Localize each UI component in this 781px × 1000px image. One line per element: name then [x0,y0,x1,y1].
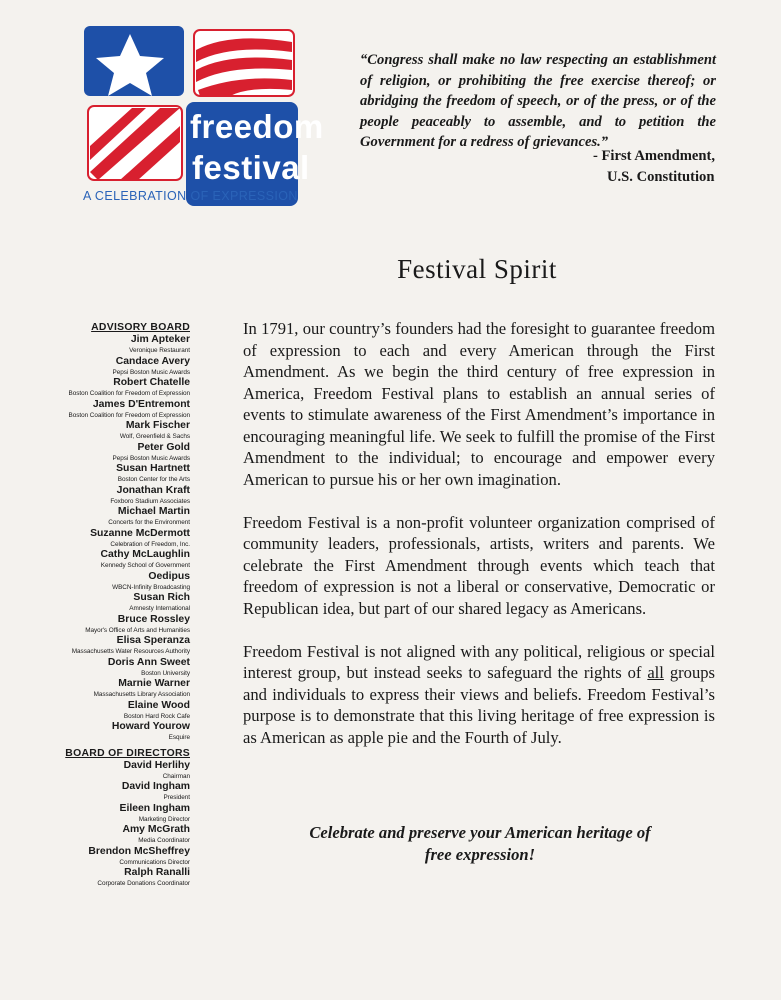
board-member-affiliation: Esquire [168,734,190,741]
board-member-name: Ralph Ranalli [124,867,190,878]
board-member-name: David Herlihy [123,759,190,771]
board-member-affiliation: Boston Coalition for Freedom of Expression [68,411,190,419]
board-member-affiliation: Wolf, Greenfield & Sachs [119,433,190,440]
board-member-affiliation: Massachusetts Library Association [93,691,190,698]
closing-line-2: free expression! [424,845,536,864]
body-paragraph-3 [243,641,715,749]
board-member-name: Suzanne McDermott [90,527,190,539]
board-member-affiliation: Veronique Restaurant [129,347,190,354]
board-member-name: Cathy McLaughlin [100,549,190,560]
page-title: Festival Spirit [397,254,557,284]
body-text [243,318,715,770]
board-member-name: Elisa Speranza [116,635,190,646]
advisory-board-header: ADVISORY BOARD [91,322,190,333]
board-member-name: Jim Apteker [130,334,190,345]
paragraph-3-text-a: Freedom Festival is not aligned with any political, religious or special interest group, but instead seeks to safeguard the rights of [243,641,715,682]
board-member-affiliation: President [163,794,190,801]
board-member-affiliation: Massachusetts Water Resources Authority [71,648,190,655]
board-member-affiliation: Pepsi Boston Music Awards [112,368,190,376]
board-member-name: David Ingham [121,781,190,792]
board-member-name: Bruce Rossley [117,613,190,625]
board-member-affiliation: Kennedy School of Government [100,562,190,569]
board-member-affiliation: Mayor's Office of Arts and Humanities [85,626,190,634]
board-member-name: Jonathan Kraft [116,484,190,496]
paragraph-3-underlined-all: all [647,663,664,682]
logo-word-festival: festival [192,149,310,186]
board-member-affiliation: WBCN-Infinity Broadcasting [112,583,190,591]
board-member-name: James D'Entremont [92,398,190,410]
advisory-board-list [20,334,190,743]
board-of-directors-header: BOARD OF DIRECTORS [65,747,190,759]
closing-line-1: Celebrate and preserve your American heritage of [309,823,651,842]
attribution-line-1: - First Amendment, [592,148,715,164]
board-member-affiliation: Foxboro Stadium Associates [110,497,190,505]
board-member-name: Doris Ann Sweet [107,656,190,668]
board-member-name: Elaine Wood [127,699,190,711]
board-member-name: Robert Chatelle [113,377,190,388]
board-member-name: Brendon McSheffrey [88,845,190,857]
board-member-affiliation: Pepsi Boston Music Awards [112,454,190,462]
board-member-affiliation: Corporate Donations Coordinator [97,880,190,887]
quote-attribution [593,146,715,187]
board-member-affiliation: Boston University [141,669,190,677]
board-member-affiliation: Communications Director [119,858,190,866]
board-member-affiliation: Chairman [162,772,190,780]
freedom-festival-logo [80,22,324,207]
body-paragraph-2: Freedom Festival is a non-profit volunteer organization comprised of community leaders, professionals, artists, writers and parents. We celebrate the First Amendment through events which teach that freedom of expression is not a liberal or conservative, Democratic or Republican idea, but part of our shared legacy as Americans. [243,512,715,618]
body-paragraph-1: In 1791, our country’s founders had the foresight to guarantee freedom of expression to each and every American through the First Amendment. As we begin the third century of free expression in America, Freedom Festival plans to establish an annual series of events to stimulate awareness of the First Amendment’s importance in encouraging meaningful life. We seek to fulfill the promise of the First Amendment to the individual; to encourage and empower every American to pursue his or her own imagination. [243,319,715,489]
board-member-affiliation: Media Coordinator [138,837,190,844]
first-amendment-quote: “Congress shall make no law respecting an establishment of religion, or prohibiting the free exercise thereof; or abridging the freedom of speech, or of the press, or of the people peaceably to assemble, and to petition the Government for a redress of grievances.” [360,52,716,150]
board-member-name: Oedipus [148,570,190,582]
board-member-affiliation: Celebration of Freedom, Inc. [110,540,190,548]
board-member-name: Candace Avery [115,355,190,367]
board-member-name: Peter Gold [137,441,190,453]
board-member-name: Howard Yourow [111,721,190,732]
board-member-affiliation: Boston Center for the Arts [117,476,190,483]
closing-statement [260,822,700,866]
sidebar-board-list [20,322,190,889]
attribution-line-2: U.S. Constitution [606,168,715,185]
board-member-affiliation: Boston Hard Rock Cafe [123,712,190,720]
board-member-affiliation: Boston Coalition for Freedom of Expression [68,390,190,397]
board-member-affiliation: Amnesty International [129,605,190,612]
paragraph-3-text-b: groups and individuals to express their views and beliefs. Freedom Festival’s purpose is to demonstrate that this living heritage of free expression is as American as apple pie and the Fourth of July. [243,663,715,747]
board-member-name: Mark Fischer [125,420,190,431]
board-member-name: Marnie Warner [118,678,190,689]
board-member-name: Eileen Ingham [119,802,190,814]
board-member-name: Susan Rich [133,592,190,603]
board-member-affiliation: Marketing Director [138,815,190,823]
board-member-name: Michael Martin [117,506,190,517]
logo-tagline: A CELEBRATION OF EXPRESSION [83,189,298,203]
logo-word-freedom: freedom [190,108,324,145]
board-member-name: Amy McGrath [122,824,190,835]
board-of-directors-list [20,760,190,889]
board-member-affiliation: Concerts for the Environment [108,519,190,526]
board-member-name: Susan Hartnett [116,463,190,474]
